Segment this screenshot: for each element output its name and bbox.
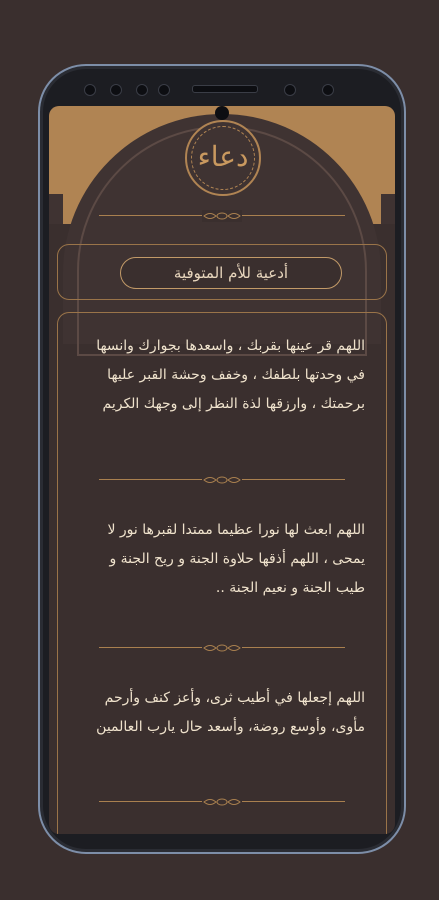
flourish-icon xyxy=(202,210,242,222)
ornament-divider xyxy=(99,474,345,486)
title-section xyxy=(57,244,387,300)
sensor-icon xyxy=(322,84,334,96)
ornament-divider xyxy=(99,642,345,654)
dua-text: اللهم قر عينها بقربك ، واسعدها بجوارك وانسها في وحدتها بلطفك ، وخفف وحشة القبر عليها برحمتك ، وارزقها لذة النظر إلى وجهك الكريم xyxy=(96,338,365,412)
header-pillar-left xyxy=(49,194,63,224)
logo-text: دعاء xyxy=(197,140,249,173)
flourish-icon xyxy=(202,796,242,808)
ornament-divider xyxy=(99,796,345,808)
earpiece-speaker xyxy=(192,85,258,93)
dua-text: اللهم إجعلها في أطيب ثرى، وأعز كنف وأرحم مأوى، وأوسع روضة، وأسعد حال يارب العالمين xyxy=(96,690,365,735)
flourish-icon xyxy=(202,642,242,654)
phone-top-bezel xyxy=(40,66,404,106)
front-camera-icon xyxy=(284,84,296,96)
sensor-icon xyxy=(136,84,148,96)
sensor-icon xyxy=(84,84,96,96)
ornament-divider xyxy=(99,210,345,222)
header-pillar-right xyxy=(381,194,395,224)
phone-frame xyxy=(38,64,406,854)
app-screen xyxy=(49,106,395,834)
dua-text: اللهم ابعث لها نورا عظيما ممتدا لقبرها نور لا يمحى ، اللهم أذقها حلاوة الجنة و ريح الجنة و طيب الجنة و نعيم الجنة .. xyxy=(107,522,365,596)
flourish-icon xyxy=(202,474,242,486)
sensor-icon xyxy=(110,84,122,96)
app-logo xyxy=(185,120,261,196)
punch-hole-camera-icon xyxy=(215,106,229,120)
sensor-icon xyxy=(158,84,170,96)
page-title: أدعية للأم المتوفية xyxy=(120,257,342,289)
